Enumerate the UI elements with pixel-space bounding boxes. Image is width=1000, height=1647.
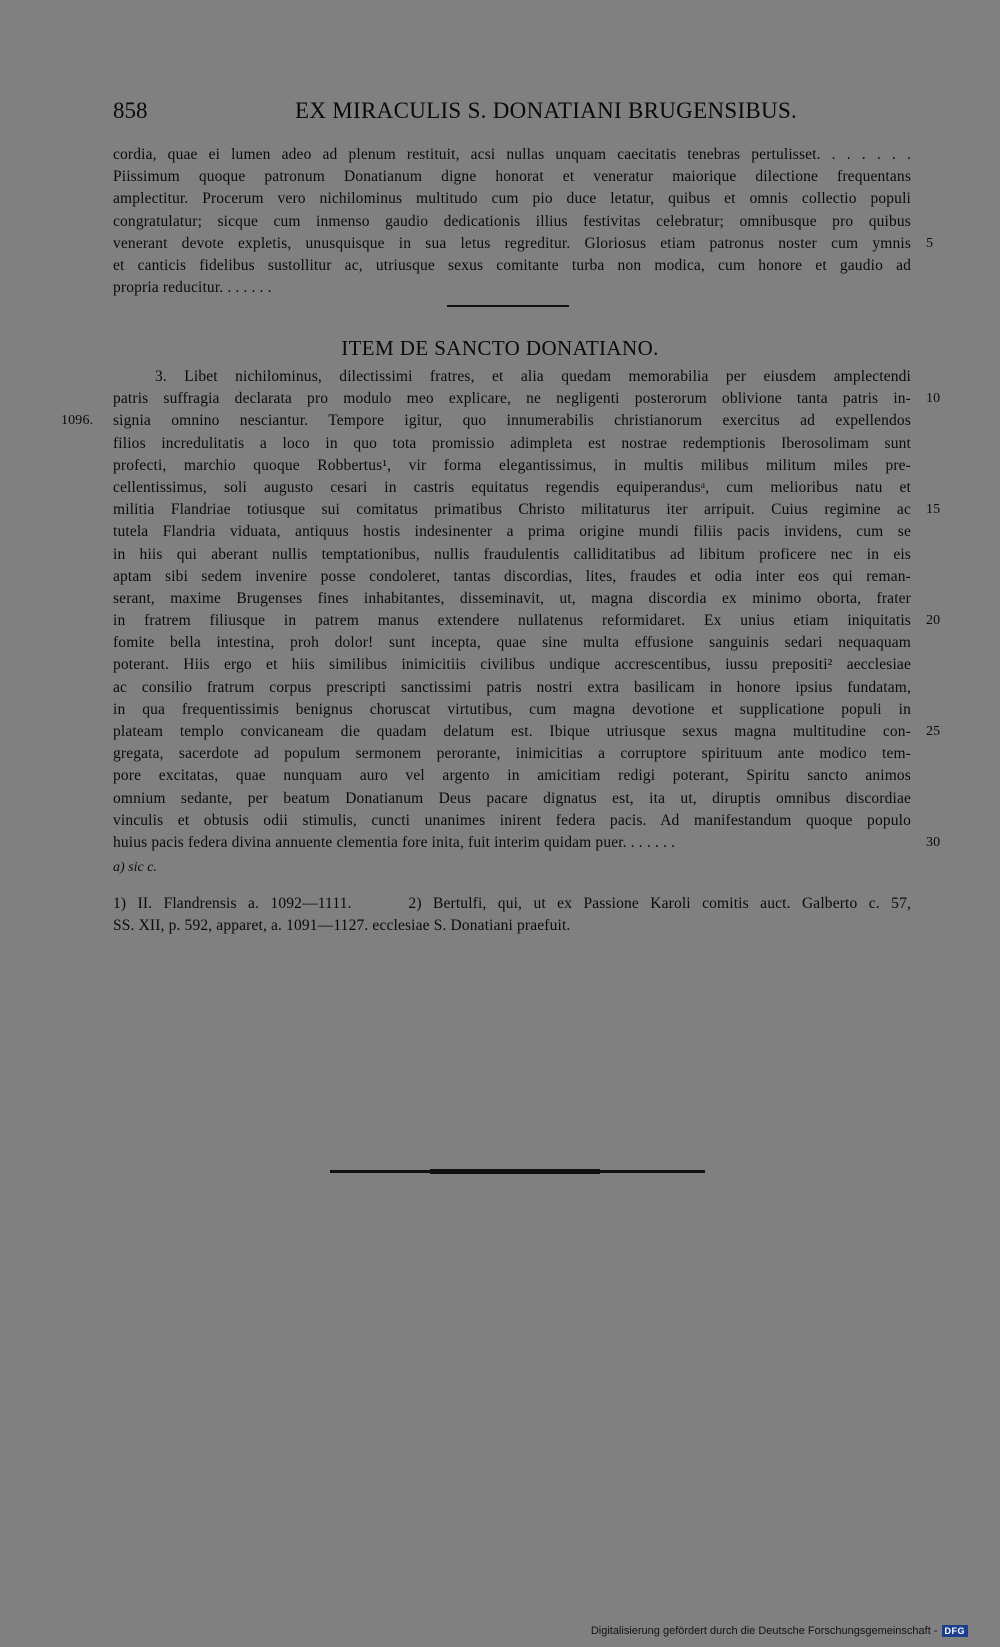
text-line — [113, 277, 911, 299]
line-text: plateam templo convicaneam die quadam delatum est. Ibique utriusque sexus magna multitudine con- — [113, 723, 911, 740]
line-text: vinculis et obtusis odii stimulis, cuncti unanimes inirent federa pacis. Ad manifestandum quoque populo — [113, 811, 911, 829]
text-line — [113, 477, 911, 499]
line-text: in hiis qui aberant nullis temptationibus, nullis fraudulentis calliditatibus ad libitum proficere nec in eis — [113, 545, 911, 563]
line-text: pore excitatas, quae nunquam auro vel argento in amicitiam redigi poterant, Spiritu sancto animos — [113, 767, 911, 785]
line-number: 10 — [926, 391, 941, 407]
line-text: cellentissimus, soli augusto cesari in castris equitatus regendis equiperandusᵃ, cum melioribus natu et — [113, 478, 911, 496]
section-divider — [447, 305, 569, 307]
text-line — [113, 544, 911, 566]
text-line — [61, 410, 911, 432]
text-line — [113, 455, 911, 477]
text-line — [113, 832, 941, 854]
line-text: tutela Flandria viduata, antiquus hostis indesinenter a prima origine mundi filiis pacis invidens, cum se — [113, 523, 911, 541]
text-line — [113, 255, 911, 277]
page-number: 858 — [113, 98, 148, 123]
marginal-year: 1096. — [61, 413, 94, 429]
running-title: EX MIRACULIS S. DONATIANI BRUGENSIBUS. — [295, 98, 798, 123]
footnote-line: SS. XII, p. 592, apparet, a. 1091—1127. ecclesiae S. Donatiani praefuit. — [113, 917, 571, 935]
footnote-line: 1) II. Flandrensis a. 1092—1111. 2) Bertulfi, qui, ut ex Passione Karoli comitis auct. Galberto c. 57, — [113, 895, 911, 912]
footnotes — [113, 893, 911, 937]
text-line — [113, 677, 911, 699]
text-line — [113, 743, 911, 765]
text-line — [113, 233, 934, 255]
line-text: patris suffragia declarata pro modulo meo explicare, ne negligenti posterorum oblivione tanta patris in- — [113, 390, 911, 408]
dfg-logo-icon: DFG — [942, 1625, 969, 1637]
line-text: Piissimum quoque patronum Donatianum digne honorat et veneratur maiorique dilectione frequentans — [113, 168, 911, 186]
text-line — [113, 366, 911, 388]
text-line — [113, 810, 911, 832]
text-line — [113, 566, 911, 588]
credit-text: Digitalisierung gefördert durch die Deutsche Forschungsgemeinschaft - — [590, 1625, 938, 1637]
line-text: aptam sibi sedem invenire posse condoleret, tantas discordias, lites, fraudes et odia inter eos qui reman- — [113, 567, 911, 585]
text-line — [113, 788, 911, 810]
text-line — [113, 521, 911, 543]
text-line — [113, 433, 911, 455]
text-line — [113, 765, 911, 787]
line-text: profecti, marchio quoque Robbertus¹, vir forma elegantissimus, in multis milibus militum miles pre- — [113, 456, 911, 474]
text-line — [113, 166, 911, 188]
line-text: filios incredulitatis a loco in quo tota promissio adimpleta est nostrae redemptionis Iberosolimam sunt — [113, 434, 911, 452]
line-text: gregata, sacerdote ad populum sermonem perorante, inimicitias a corruptore spirituum ante modico tem- — [113, 745, 911, 763]
line-number: 30 — [926, 834, 941, 850]
text-line — [113, 610, 941, 632]
line-text: congratulatur; sicque cum inmenso gaudio dedicationis illius festivitas celebratur; omnibusque pro quibus — [113, 212, 911, 230]
line-number: 5 — [926, 235, 934, 251]
text-line — [113, 699, 911, 721]
line-text: militia Flandriae totiusque sui comitatus primatibus Christo militaturus iter arripuit. Cuius regimine ac — [113, 501, 911, 519]
text-line — [113, 632, 911, 654]
paragraph-block-2 — [61, 366, 941, 854]
line-text: ac consilio fratrum corpus prescripti sanctissimi patris nostri extra basilicam in honore ipsius fundatam, — [113, 678, 911, 696]
line-text: amplectitur. Procerum vero nichilominus multitudo cum pio duce letatur, quibus et omnis collectio populi — [113, 190, 911, 208]
paragraph-block-1 — [113, 144, 934, 299]
line-text: huius pacis federa divina annuente clementia fore inita, fuit interim quidam puer. . . . . . . — [113, 833, 676, 851]
line-text: propria reducitur. . . . . . . — [113, 279, 272, 297]
section-title: ITEM DE SANCTO DONATIANO. — [341, 336, 659, 360]
line-text: cordia, quae ei lumen adeo ad plenum restituit, acsi nullas unquam caecitatis tenebras pertulisset. . . . . . . — [113, 146, 911, 163]
line-number: 25 — [926, 724, 941, 739]
line-text: serant, maxime Brugenses fines inhabitantes, disseminavit, ut, magna discordia ex minimo oborta, frater — [113, 589, 911, 607]
line-text: fomite bella intestina, proh dolor! sunt incepta, quae sine multa effusione sanguinis sedari nequaquam — [113, 634, 911, 652]
line-text: venerant devote expletis, unusquisque in sua letus regreditur. Gloriosus etiam patronus noster cum ymnis — [113, 234, 911, 252]
line-text: omnium sedante, per beatum Donatianum Deus pacare dignatus est, ita ut, diruptis omnibus discordiae — [113, 789, 911, 807]
line-text: signia omnino nesciantur. Tempore igitur, quo innumerabilis christianorum exercitus ad expellendos — [113, 412, 911, 430]
line-number: 20 — [926, 613, 941, 629]
line-text: et canticis fidelibus sustollitur ac, utriusque sexus comitante turba non modica, cum honore et gaudio ad — [113, 256, 911, 274]
text-line — [113, 721, 941, 743]
line-text: 3. Libet nichilominus, dilectissimi fratres, et alia quedam memorabilia per eiusdem amplectendi — [155, 368, 911, 385]
text-line — [113, 499, 941, 521]
text-line — [113, 144, 911, 166]
digitization-credit — [591, 1625, 968, 1637]
text-line — [113, 388, 941, 410]
text-line — [113, 211, 911, 233]
text-line — [113, 188, 911, 210]
line-text: in fratrem filiusque in patrem manus extendere nullatenus reformidaret. Ex unius etiam iniquitatis — [113, 612, 911, 630]
line-text: poterant. Hiis ergo et hiis similibus inimicitiis civilibus undique accrescentibus, iussu prepositi² aecclesiae — [113, 656, 911, 674]
text-line — [113, 654, 911, 676]
critical-apparatus-note: a) sic c. — [113, 860, 157, 875]
end-rule-thick — [430, 1169, 600, 1174]
text-line — [113, 588, 911, 610]
line-text: in qua frequentissimis benignus choruscat virtutibus, cum magna devotione et supplicatione populi in — [113, 700, 911, 718]
page-header — [113, 98, 913, 132]
line-number: 15 — [926, 502, 941, 518]
